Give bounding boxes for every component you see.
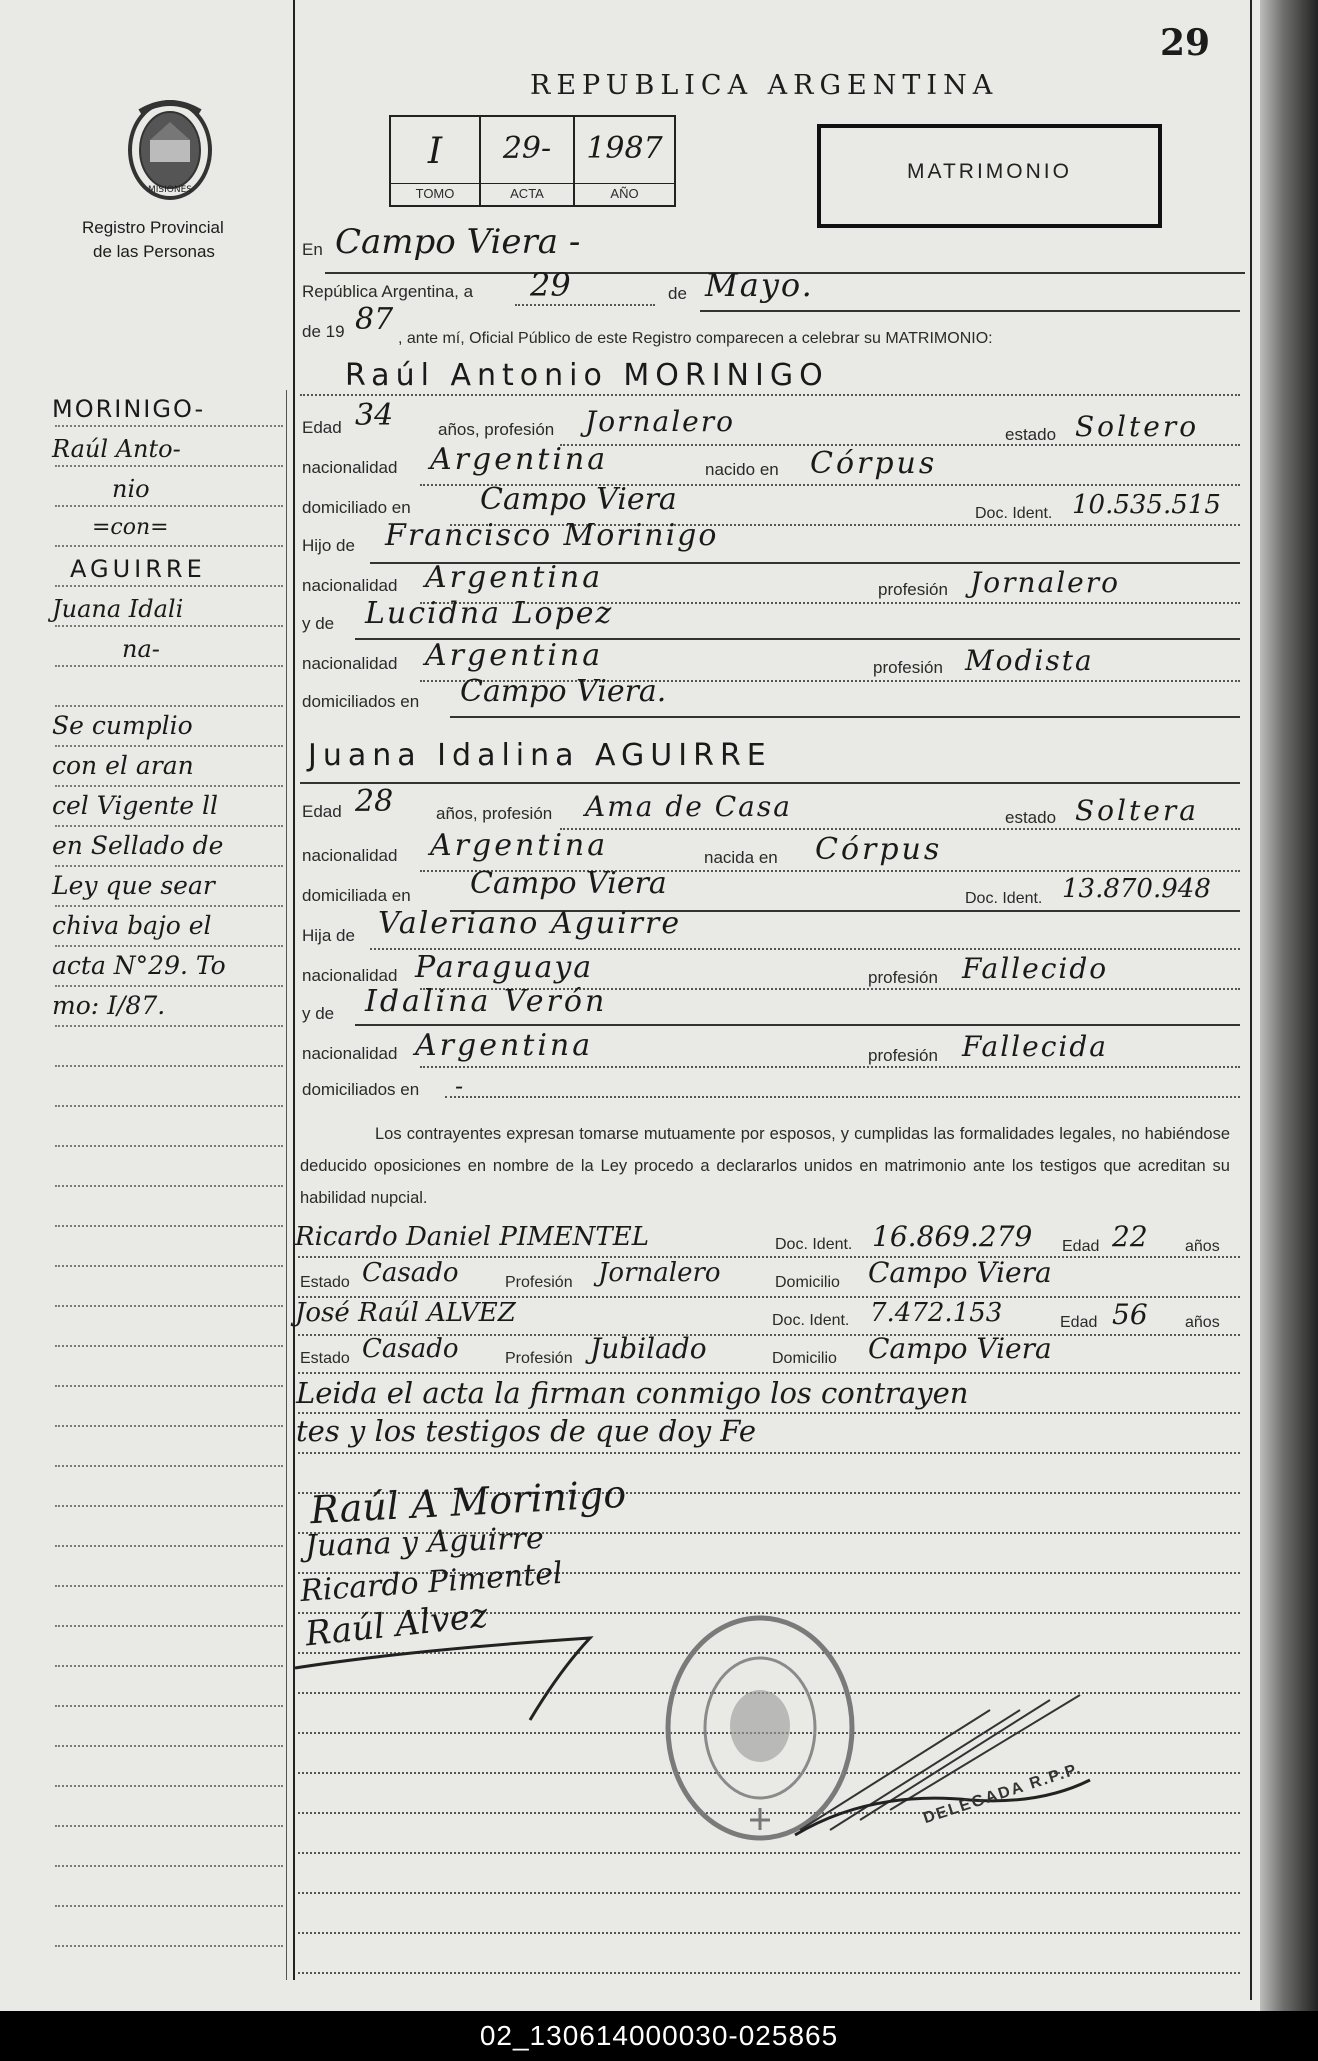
groom-padre-prof-label: profesión xyxy=(878,580,948,599)
groom-padre: Francisco Morinigo xyxy=(385,518,719,553)
witness-1-estado-label: Estado xyxy=(300,1274,350,1291)
bride-padre-prof: Fallecido xyxy=(962,952,1109,985)
rule xyxy=(445,1096,1240,1098)
bride-estado: Soltera xyxy=(1075,794,1199,827)
bride-domiciliada-label: domiciliada en xyxy=(302,886,411,905)
bride-profesion: Ama de Casa xyxy=(585,790,792,823)
scan-footer xyxy=(0,2011,1318,2061)
margin-note-line: MORINIGO- xyxy=(52,395,206,423)
year-prefix: de 19 xyxy=(302,322,345,341)
witness-1-edad: 22 xyxy=(1112,1220,1148,1253)
margin-note xyxy=(52,395,287,1031)
margin-note-spacer xyxy=(52,693,287,711)
groom-madre-prof: Modista xyxy=(965,644,1094,677)
record-number-box xyxy=(389,115,676,207)
signature-witness-2: Raúl Alvez xyxy=(303,1595,490,1655)
groom-nacido-label: nacido en xyxy=(705,460,779,479)
groom-estado-label: estado xyxy=(1005,425,1057,444)
groom-madre-prof-label: profesión xyxy=(873,658,943,677)
signature-flourish xyxy=(290,1610,620,1730)
witness-2-domicilio: Campo Viera xyxy=(868,1332,1052,1365)
witness-1-edad-label: Edad xyxy=(1062,1238,1100,1255)
bride-domicilio: Campo Viera xyxy=(470,866,667,901)
closing-line-2: tes y los testigos de que doy Fe xyxy=(296,1414,756,1448)
witness-2-name: José Raúl ALVEZ xyxy=(295,1298,516,1328)
witness-2-doc-label: Doc. Ident. xyxy=(772,1312,850,1329)
witness-1-doc-label: Doc. Ident. xyxy=(775,1236,853,1253)
logo-text: MISIONES xyxy=(147,185,193,195)
groom-estado: Soltero xyxy=(1075,410,1200,443)
groom-domiciliado-label: domiciliado en xyxy=(302,498,411,517)
margin-note-line: mo: I/87. xyxy=(52,991,166,1020)
declaration-paragraph: Los contrayentes expresan tomarse mutuamente por esposos, y cumplidas las formalidades legales, no habiéndose deducido oposiciones en nombre de la Ley procedo a declararlos unidos en matrimonio ante los testigos que acreditan su habilidad nupcial. xyxy=(300,1125,1230,1207)
rule xyxy=(300,394,1240,396)
bride-madre-prof: Fallecida xyxy=(962,1030,1108,1063)
margin-note-line: Ley que sear xyxy=(52,871,215,900)
bride-madre-prof-label: profesión xyxy=(868,1046,938,1065)
margin-note-line: nio xyxy=(112,475,150,503)
page-number: 29 xyxy=(1160,22,1211,64)
witness-2-edad-label: Edad xyxy=(1060,1314,1098,1331)
witness-1-profesion: Jornalero xyxy=(598,1258,721,1288)
witness-2-estado: Casado xyxy=(362,1334,459,1364)
groom-domiciliados-label: domiciliados en xyxy=(302,692,420,711)
margin-note-line: na- xyxy=(122,635,160,663)
margin-note-line: AGUIRRE xyxy=(70,555,206,583)
acta-value: 29- xyxy=(502,131,552,166)
signature-witness-1: Ricardo Pimentel xyxy=(299,1555,564,1610)
groom-nacido: Córpus xyxy=(810,446,938,481)
groom-padres-dom: Campo Viera. xyxy=(460,674,667,709)
country-heading: REPUBLICA ARGENTINA xyxy=(530,70,999,101)
groom-madre: Lucidna Lopez xyxy=(365,596,614,631)
margin-note-line: =con= xyxy=(92,515,169,540)
bride-nacida: Córpus xyxy=(815,832,943,867)
groom-edad-label: Edad xyxy=(302,418,342,437)
ano-value: 1987 xyxy=(586,131,663,166)
bride-edad: 28 xyxy=(355,784,394,819)
witness-2-profesion-label: Profesión xyxy=(505,1350,573,1367)
bride-madre: Idalina Verón xyxy=(365,984,608,1019)
intro-text: , ante mí, Oficial Público de este Registro comparecen a celebrar su MATRIMONIO: xyxy=(398,330,993,347)
witness-1-domicilio: Campo Viera xyxy=(868,1256,1052,1289)
bride-madre-nac-label: nacionalidad xyxy=(302,1044,398,1063)
bride-hija-label: Hija de xyxy=(302,926,355,945)
registry-name-line2: de las Personas xyxy=(93,242,215,261)
groom-anos-prof-label: años, profesión xyxy=(438,420,555,439)
bride-estado-label: estado xyxy=(1005,808,1057,827)
witness-2-profesion: Jubilado xyxy=(590,1332,707,1365)
bride-padre-nac: Paraguaya xyxy=(415,950,594,985)
groom-hijo-label: Hijo de xyxy=(302,536,355,555)
rule xyxy=(355,1024,1240,1026)
signature-bride: Juana y Aguirre xyxy=(304,1520,545,1565)
groom-profesion: Jornalero xyxy=(585,405,735,438)
tomo-label: TOMO xyxy=(391,183,479,201)
margin-note-line: Raúl Anto- xyxy=(52,435,181,463)
rule xyxy=(298,1372,1240,1374)
bride-nacida-label: nacida en xyxy=(704,848,778,867)
witness-2-domicilio-label: Domicilio xyxy=(772,1350,837,1367)
rule xyxy=(420,1066,1240,1068)
acta-cell xyxy=(481,117,575,205)
closing-line-1: Leida el acta la firman conmigo los contrayen xyxy=(296,1376,969,1410)
groom-doc-label: Doc. Ident. xyxy=(975,505,1053,522)
margin-note-line: chiva bajo el xyxy=(52,911,212,940)
bride-doc-label: Doc. Ident. xyxy=(965,890,1043,907)
bride-padres-dom: - xyxy=(455,1072,464,1100)
bride-doc: 13.870.948 xyxy=(1062,874,1211,904)
witness-1-estado: Casado xyxy=(362,1258,459,1288)
de-label: de xyxy=(668,284,687,303)
registry-name-line1: Registro Provincial xyxy=(82,218,224,237)
groom-name: Raúl Antonio MORINIGO xyxy=(345,358,829,393)
margin-note-line: Juana Idali xyxy=(52,595,184,623)
rule xyxy=(515,304,655,306)
bride-edad-label: Edad xyxy=(302,802,342,821)
ano-cell xyxy=(575,117,674,205)
groom-padre-prof: Jornalero xyxy=(970,566,1120,599)
groom-edad: 34 xyxy=(355,398,394,433)
right-margin-border xyxy=(1250,0,1252,2000)
groom-doc: 10.535.515 xyxy=(1072,490,1221,520)
signature-groom: Raúl A Morinigo xyxy=(309,1471,628,1533)
witness-1-anos-label: años xyxy=(1185,1238,1220,1255)
margin-note-line: Se cumplio xyxy=(52,711,193,740)
bride-yde-label: y de xyxy=(302,1004,335,1023)
bride-domiciliados-label: domiciliados en xyxy=(302,1080,420,1099)
date-day: 29 xyxy=(530,266,571,304)
groom-madre-nac: Argentina xyxy=(425,638,604,673)
margin-note-line: acta N°29. To xyxy=(52,951,226,980)
bride-nacionalidad-label: nacionalidad xyxy=(302,846,398,865)
witness-1-doc: 16.869.279 xyxy=(872,1220,1033,1253)
bride-anos-prof-label: años, profesión xyxy=(436,804,553,823)
date-month: Mayo. xyxy=(705,266,814,304)
acta-label: ACTA xyxy=(481,183,573,201)
provincial-coat-of-arms-logo xyxy=(120,92,220,202)
rule xyxy=(300,782,1240,784)
groom-nacionalidad-label: nacionalidad xyxy=(302,458,398,477)
witness-2-estado-label: Estado xyxy=(300,1350,350,1367)
scan-code: 02_130614000030-025865 xyxy=(479,2020,839,2051)
groom-nacionalidad: Argentina xyxy=(430,442,609,477)
witness-1-domicilio-label: Domicilio xyxy=(775,1274,840,1291)
groom-padre-nac: Argentina xyxy=(425,560,604,595)
bride-padre-prof-label: profesión xyxy=(868,968,938,987)
tomo-cell xyxy=(391,117,481,205)
delegate-stamp: DELEGADA R.P.P. xyxy=(921,1759,1085,1828)
rule xyxy=(450,716,1240,718)
groom-domicilio: Campo Viera xyxy=(480,482,677,517)
groom-padre-nac-label: nacionalidad xyxy=(302,576,398,595)
rule xyxy=(560,828,1240,830)
witness-1-name: Ricardo Daniel PIMENTEL xyxy=(295,1222,650,1252)
witness-2-doc: 7.472.153 xyxy=(870,1298,1003,1328)
witness-2-anos-label: años xyxy=(1185,1314,1220,1331)
en-label: En xyxy=(302,240,323,259)
record-type: MATRIMONIO xyxy=(907,160,1072,183)
record-type-box xyxy=(817,124,1162,228)
ano-label: AÑO xyxy=(575,183,674,201)
groom-yde-label: y de xyxy=(302,614,335,633)
year-suffix: 87 xyxy=(355,302,394,337)
margin-note-line: cel Vigente ll xyxy=(52,791,219,820)
bride-nacionalidad: Argentina xyxy=(430,828,609,863)
book-binding-edge xyxy=(1260,0,1318,2011)
bride-padre: Valeriano Aguirre xyxy=(378,906,682,941)
witness-2-edad: 56 xyxy=(1112,1298,1148,1331)
bride-name: Juana Idalina AGUIRRE xyxy=(308,738,772,773)
tomo-value: I xyxy=(427,131,443,172)
witness-1-profesion-label: Profesión xyxy=(505,1274,573,1291)
margin-note-line: con el aran xyxy=(52,751,194,780)
rule xyxy=(700,310,1240,312)
place-city: Campo Viera - xyxy=(335,222,581,262)
groom-madre-nac-label: nacionalidad xyxy=(302,654,398,673)
bride-padre-nac-label: nacionalidad xyxy=(302,966,398,985)
margin-note-line: en Sellado de xyxy=(52,831,224,860)
republic-label: República Argentina, a xyxy=(302,282,474,301)
bride-madre-nac: Argentina xyxy=(415,1028,594,1063)
